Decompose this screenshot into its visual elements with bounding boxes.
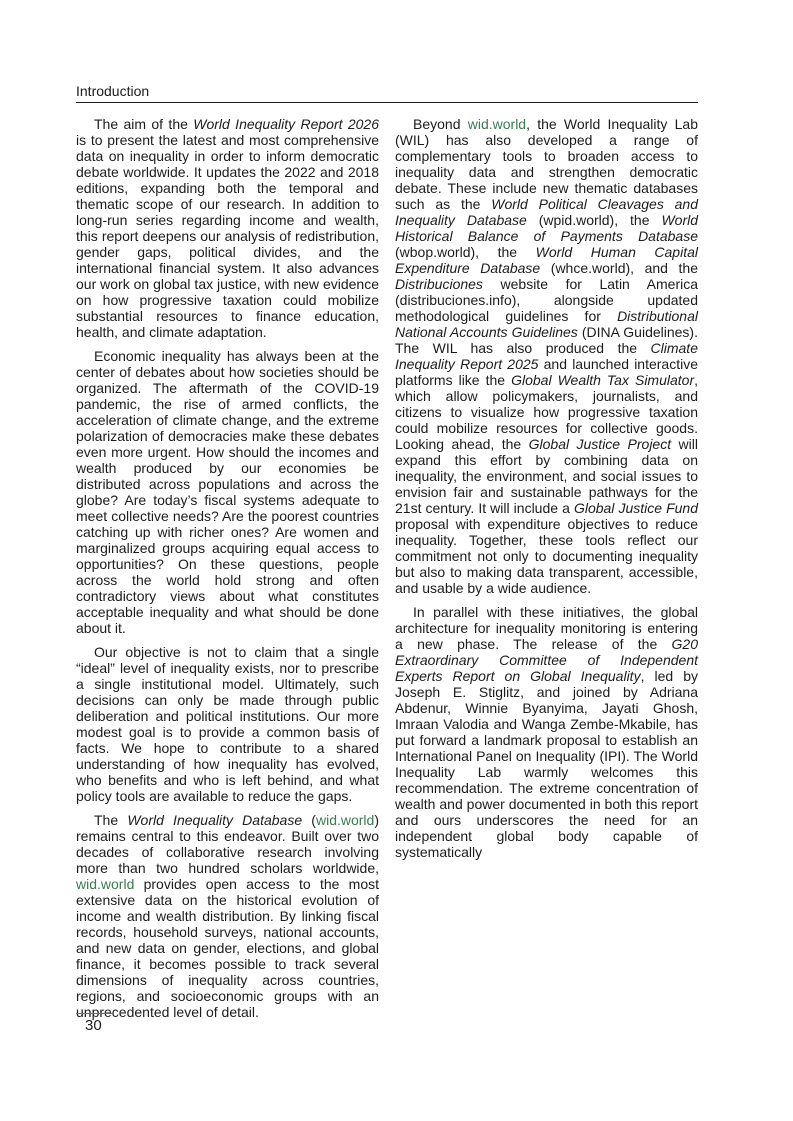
text-run: , which allow policymakers, journalists, and citizens to visualize how progressive taxation could mobilize resources for collective goods. Looking ahead, the xyxy=(395,372,698,452)
wid-world-link[interactable]: wid.world xyxy=(467,116,527,132)
italic-title: Global Justice Project xyxy=(528,436,672,452)
italic-title: World Historical Balance of Payments Database xyxy=(395,212,698,244)
wid-world-link[interactable]: wid.world xyxy=(315,812,375,828)
wid-world-link[interactable]: wid.world xyxy=(76,876,135,892)
text-run: (whce.world), and the xyxy=(540,260,698,276)
section-title: Introduction xyxy=(76,83,150,99)
text-run: will expand this effort by combining data on inequality, the environment, and social issues to envision fair and sustainable pathways for the 21st century. It will include a xyxy=(395,436,698,516)
italic-title: G20 Extraordinary Committee of Independent Experts Report on Global Inequality xyxy=(395,636,698,684)
italic-title: World Human Capital Expenditure Database xyxy=(395,244,698,276)
italic-title: Global Justice Fund xyxy=(573,500,698,516)
paragraph-tools xyxy=(395,116,698,596)
footer-rule xyxy=(76,1013,114,1014)
page-number: 30 xyxy=(85,1017,102,1034)
paragraph-global-architecture xyxy=(395,604,698,860)
italic-title: Distributional National Accounts Guidelines xyxy=(395,308,698,340)
paragraph-database xyxy=(76,812,379,1020)
italic-title: Climate Inequality Report 2025 xyxy=(395,340,698,372)
database-title: World Inequality Database xyxy=(127,812,303,828)
text-run: In parallel with these initiatives, the global architecture for inequality monitoring is entering a new phase. The release of the xyxy=(395,604,698,652)
text-run: ) remains central to this endeavor. Built over two decades of collaborative research involving more than two hundred scholars worldwide, xyxy=(76,812,379,876)
text-run: proposal with expenditure objectives to reduce inequality. Together, these tools reflect our commitment not only to documenting inequality but also to making data transparent, accessible, and usable by a wide audience. xyxy=(395,516,698,596)
text-run: (wbop.world), the xyxy=(395,244,536,260)
text-run: (wpid.world), the xyxy=(526,212,662,228)
text-run: Beyond xyxy=(413,116,468,132)
text-run: , the World Inequality Lab (WIL) has also developed a range of complementary tools to broaden access to inequality data and strengthen democratic debate. These include new thematic databases such as the xyxy=(395,116,698,212)
text-run: (DINA Guidelines). The WIL has also produced the xyxy=(395,324,698,356)
text-run: is to present the latest and most comprehensive data on inequality in order to inform democratic debate worldwide. It updates the 2022 and 2018 editions, expanding both the temporal and thematic scope of our research. In addition to long-run series regarding income and wealth, this report deepens our analysis of redistribution, gender gaps, political divides, and the international financial system. It also advances our work on global tax justice, with new evidence on how progressive taxation could mobilize substantial resources to finance education, health, and climate adaptation. xyxy=(76,132,379,340)
text-run: The aim of the xyxy=(94,116,194,132)
italic-title: World Political Cleavages and Inequality Database xyxy=(395,196,698,228)
text-run: ( xyxy=(302,812,316,828)
text-column-left xyxy=(76,116,379,1028)
paragraph-objective: Our objective is not to claim that a single “ideal” level of inequality exists, nor to prescribe a single institutional model. Ultimately, such decisions can only be made through public deliberation and political institutions. Our more modest goal is to provide a common basis of facts. We hope to contribute to a shared understanding of how inequality has evolved, who benefits and who is left behind, and what policy tools are available to reduce the gaps. xyxy=(76,644,379,804)
text-run: website for Latin America (distribuciones.info), alongside updated methodological guidelines for xyxy=(395,276,698,324)
italic-title: Distribuciones xyxy=(395,276,483,292)
text-run: , led by Joseph E. Stiglitz, and joined by Adriana Abdenur, Winnie Byanyima, Jayati Ghosh, Imraan Valodia and Wanga Zembe-Mkabile, has put forward a landmark proposal to establish an International Panel on Inequality (IPI). The World Inequality Lab warmly welcomes this recommendation. The extreme concentration of wealth and power documented in both this report and ours underscores the need for an independent global body capable of systematically xyxy=(395,668,698,860)
text-run: and launched interactive platforms like the xyxy=(395,356,699,388)
text-run: The xyxy=(94,812,128,828)
text-run: provides open access to the most extensive data on the historical evolution of income and wealth distribution. By linking fiscal records, household surveys, national accounts, and new data on gender, elections, and global finance, it becomes possible to track several dimensions of inequality across countries, regions, and socioeconomic groups with an unprecedented level of detail. xyxy=(76,876,379,1020)
running-header xyxy=(76,82,698,103)
italic-title: Global Wealth Tax Simulator xyxy=(511,372,695,388)
paragraph-economic-inequality: Economic inequality has always been at the center of debates about how societies should be organized. The aftermath of the COVID-19 pandemic, the rise of armed conflicts, the acceleration of climate change, and the extreme polarization of democracies make these debates even more urgent. How should the incomes and wealth produced by our economies be distributed across populations and across the globe? Are today’s fiscal systems adequate to meet collective needs? Are the poorest countries catching up with richer ones? Are women and marginalized groups acquiring equal access to opportunities? On these questions, people across the world hold strong and often contradictory views about what constitutes acceptable inequality and what should be done about it. xyxy=(76,348,379,636)
paragraph-aim xyxy=(76,116,379,340)
text-column-right xyxy=(395,116,698,868)
report-title: World Inequality Report 2026 xyxy=(193,116,379,132)
